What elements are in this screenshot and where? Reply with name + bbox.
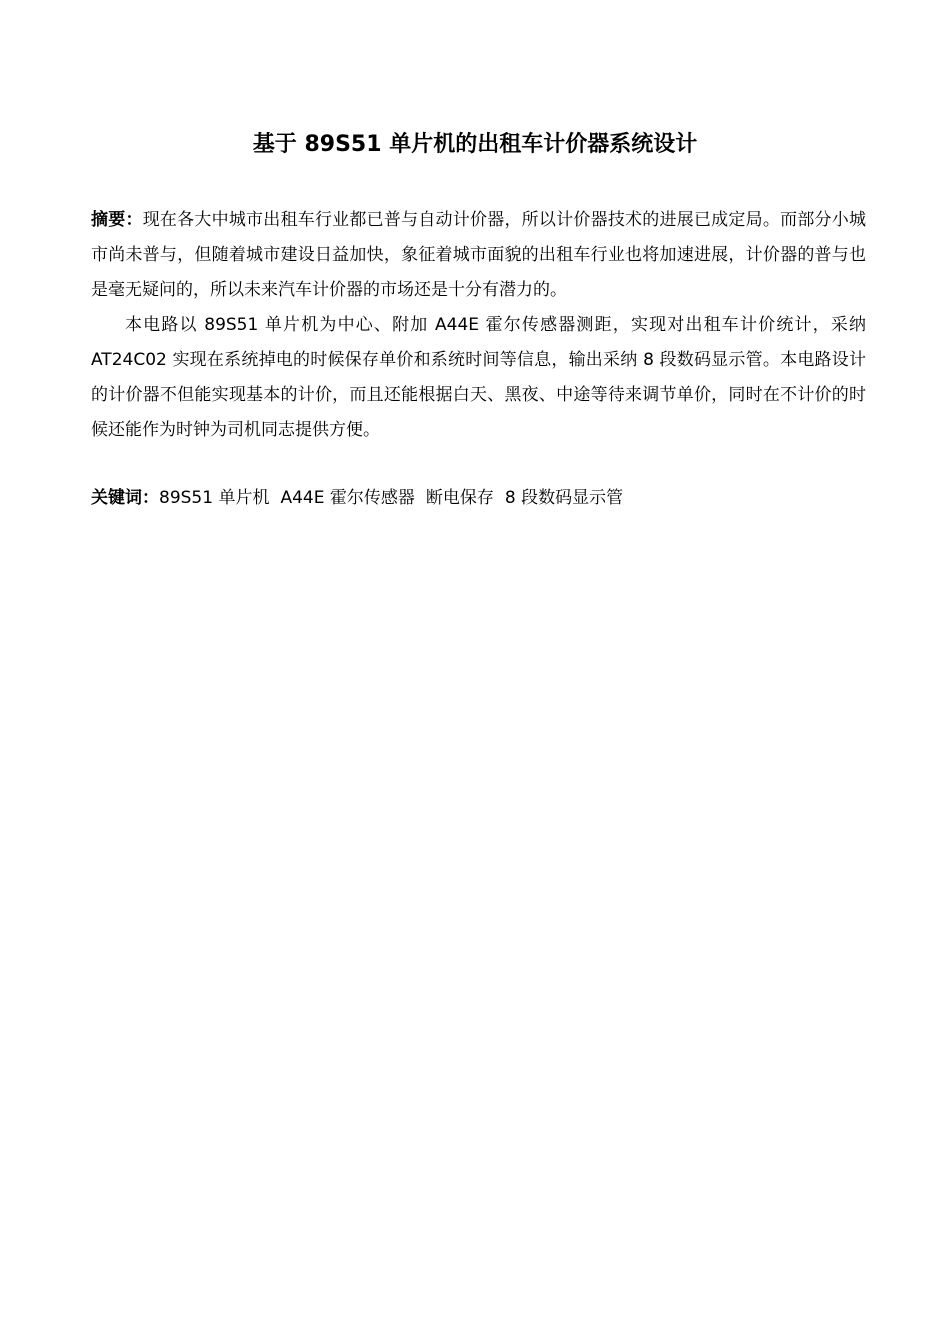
abstract-section [91, 203, 866, 448]
abstract-label: 摘要： [91, 210, 143, 230]
abstract-paragraph-1 [91, 203, 866, 308]
keywords-section [91, 481, 866, 516]
abstract-paragraph-2: 本电路以 89S51 单片机为中心、附加 A44E 霍尔传感器测距，实现对出租车计价统计，采纳 AT24C02 实现在系统掉电的时候保存单价和系统时间等信息，输出采纳 8 段数码显示管。本电路设计的计价器不但能实现基本的计价，而且还能根据白天、黑夜、中途等待来调节单价，同时在不计价的时候还能作为时钟为司机同志提供方便。 [91, 315, 866, 440]
keyword-item: 8 段数码显示管 [504, 488, 624, 508]
keyword-item: A44E 霍尔传感器 [280, 488, 415, 508]
keyword-item: 断电保存 [425, 488, 494, 508]
paper-title: 基于 89S51 单片机的出租车计价器系统设计 [252, 132, 698, 157]
keywords-label: 关键词： [91, 488, 159, 508]
abstract-text-1: 现在各大中城市出租车行业都已普与自动计价器，所以计价器技术的进展已成定局。而部分小城市尚未普与，但随着城市建设日益加快，象征着城市面貌的出租车行业也将加速进展，计价器的普与也是毫无疑问的，所以未来汽车计价器的市场还是十分有潜力的。 [91, 210, 867, 300]
keyword-item: 89S51 单片机 [159, 488, 270, 508]
